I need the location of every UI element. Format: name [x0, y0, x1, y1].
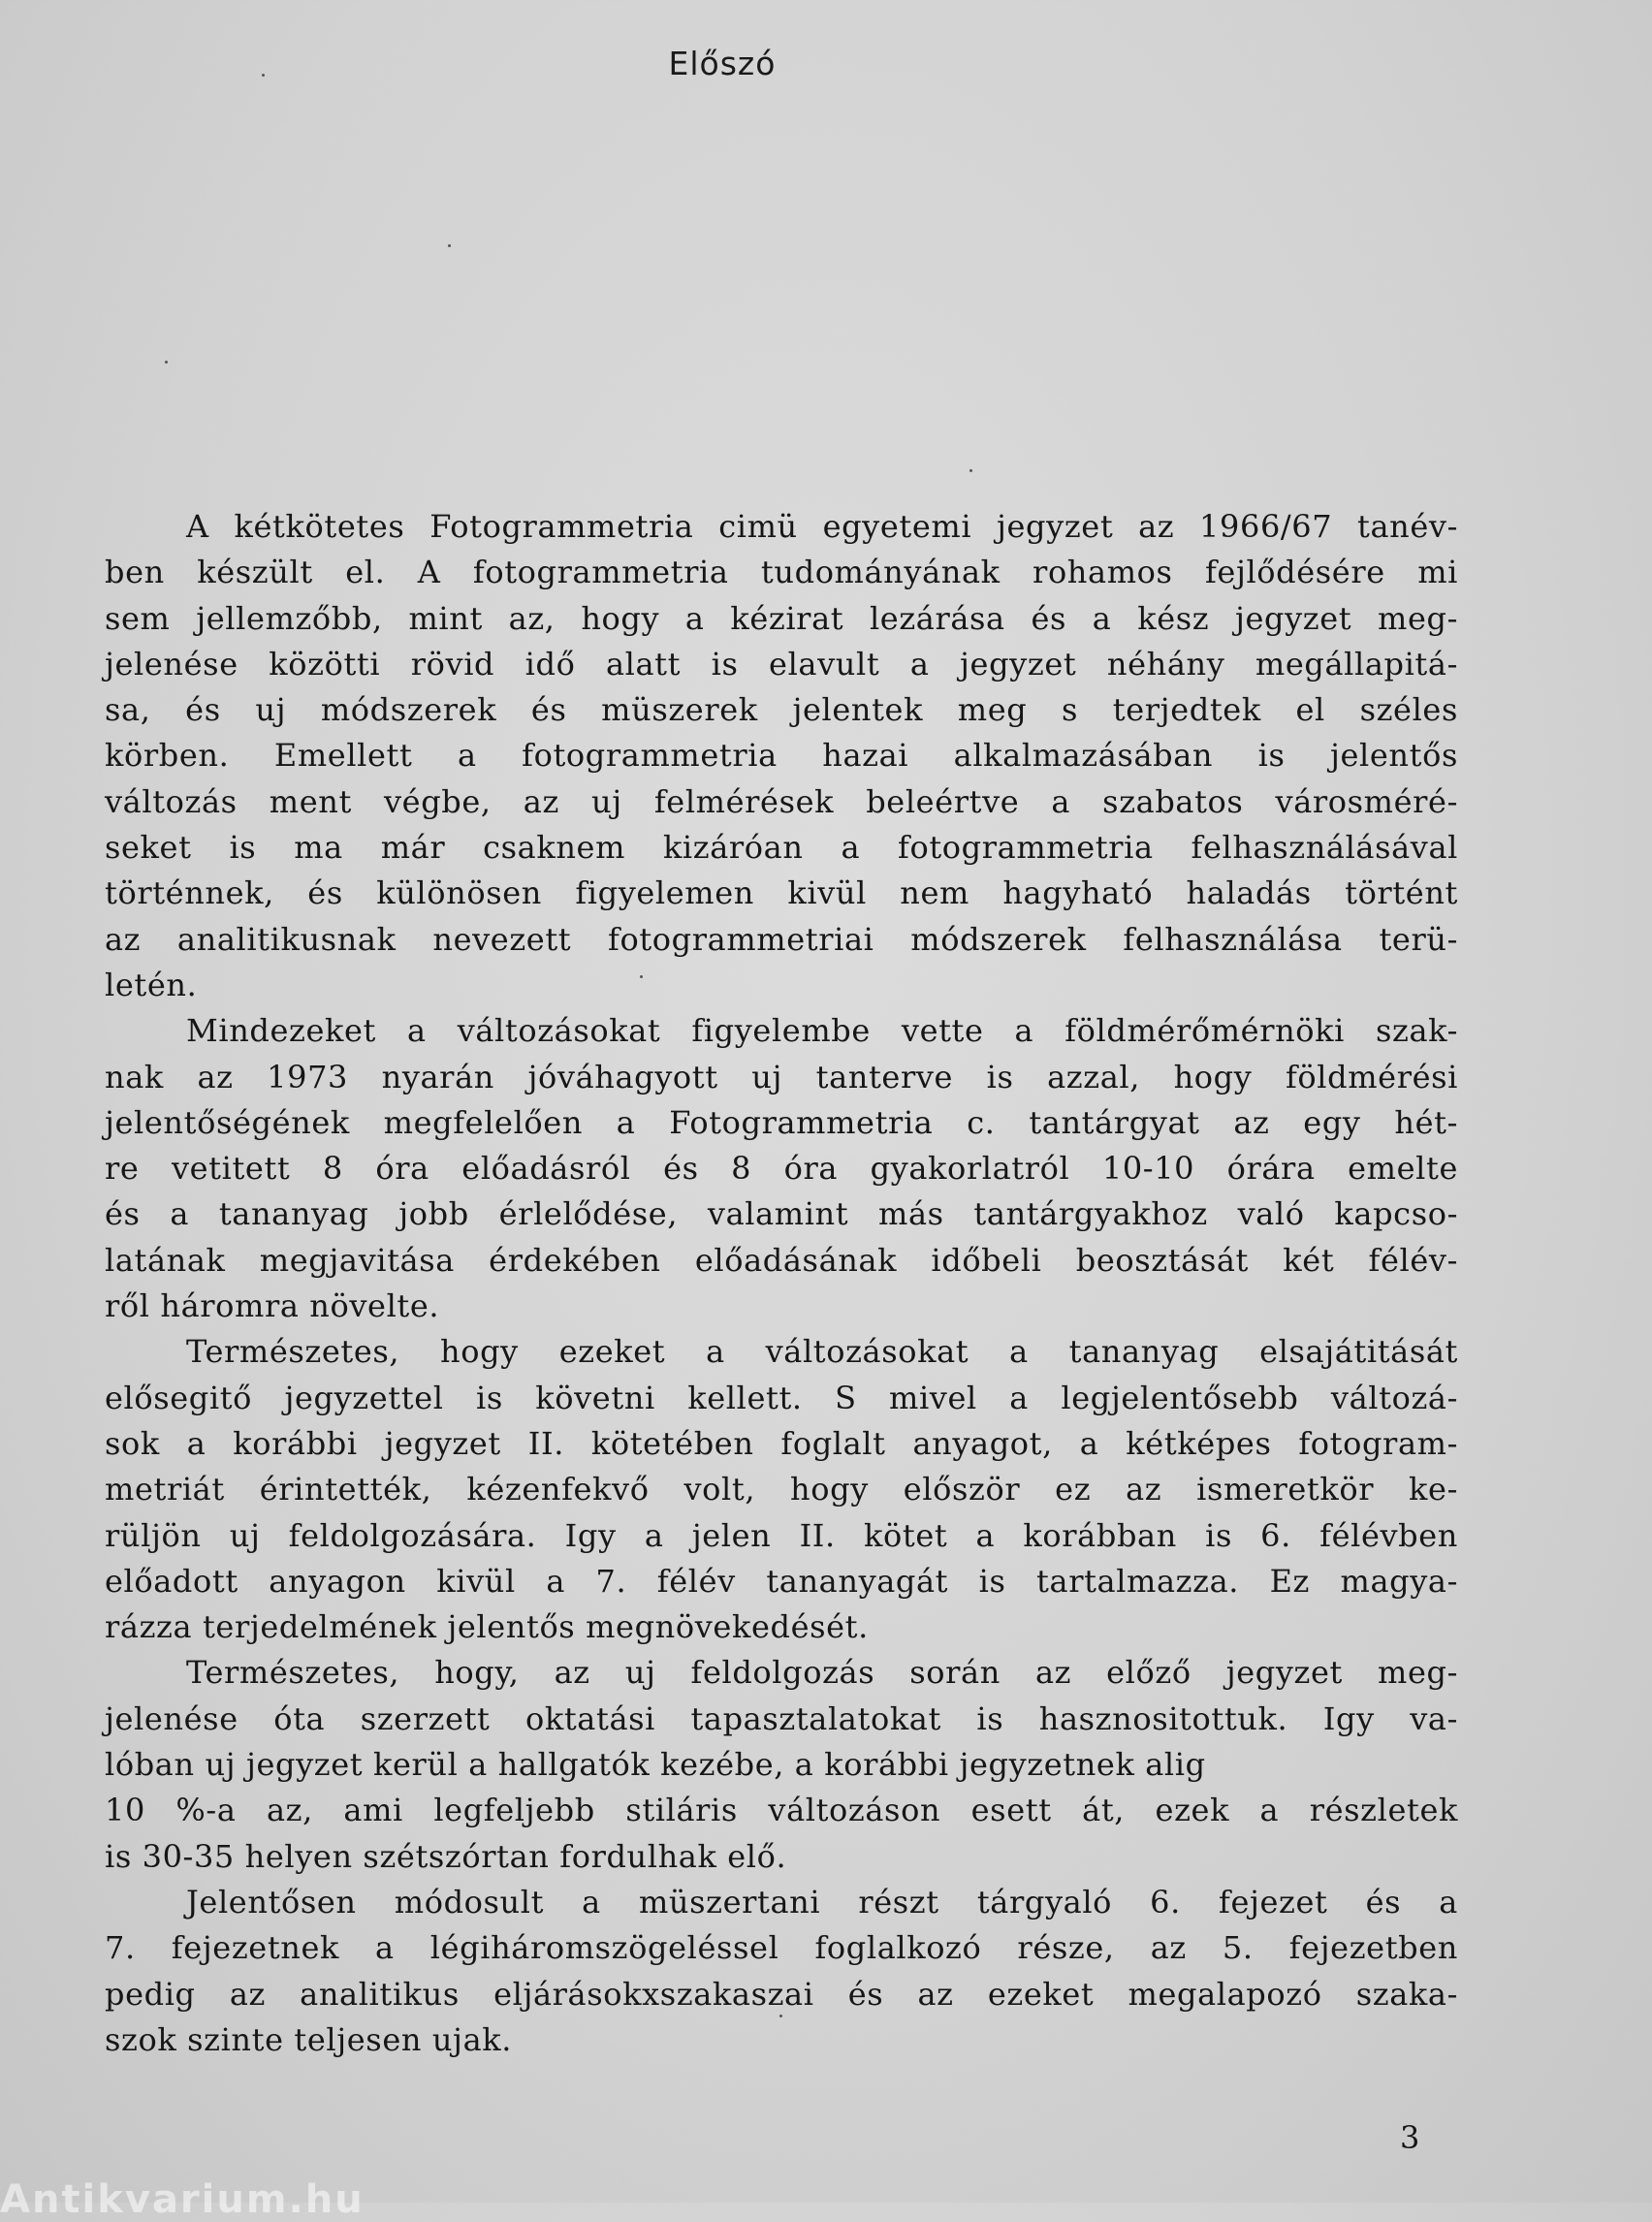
text-line: szok szinte teljesen ujak.	[105, 2020, 513, 2058]
text-line: jelentőségének megfelelően a Fotogrammetria c. tantárgyat az egy hét-	[105, 1103, 1458, 1141]
text-line: jelenése óta szerzett oktatási tapasztalatokat is hasznositottuk. Igy va-	[105, 1699, 1458, 1737]
text-line: történnek, és különösen figyelemen kivül nem hagyható haladás történt	[105, 874, 1458, 912]
watermark: Antikvarium.hu	[0, 2177, 365, 2222]
page-number: 3	[1400, 2119, 1420, 2156]
paper-speck	[640, 975, 643, 978]
text-line: Jelentősen módosult a müszertani részt tárgyaló 6. fejezet és a	[186, 1883, 1458, 1920]
text-line: Természetes, hogy, az uj feldolgozás során az előző jegyzet meg-	[186, 1654, 1458, 1692]
text-line: seket is ma már csaknem kizáróan a fotogrammetria felhasználásával	[105, 829, 1458, 867]
text-line: jelenése közötti rövid idő alatt is elavult a jegyzet néhány megállapitá-	[105, 645, 1458, 682]
paper-speck	[779, 2015, 782, 2017]
text-line: az analitikusnak nevezett fotogrammetriai módszerek felhasználása terü-	[105, 920, 1458, 958]
text-line: 7. fejezetnek a légiháromszögeléssel foglalkozó része, az 5. fejezetben	[105, 1929, 1458, 1967]
text-line: latának megjavitása érdekében előadásának időbeli beosztását két félév-	[105, 1241, 1458, 1279]
text-line: rüljön uj feldolgozására. Igy a jelen II. kötet a korábban is 6. félévben	[105, 1516, 1458, 1554]
page-title: Előszó	[668, 45, 777, 82]
paper-speck	[262, 74, 265, 77]
text-line: elősegitő jegyzettel is követni kellett. S mivel a legjelentősebb változá-	[105, 1379, 1458, 1416]
text-line: sem jellemzőbb, mint az, hogy a kézirat lezárása és a kész jegyzet meg-	[105, 599, 1458, 637]
text-line: A kétkötetes Fotogrammetria cimü egyetemi jegyzet az 1966/67 tanév-	[186, 508, 1458, 545]
text-line: ről háromra növelte.	[105, 1287, 440, 1325]
text-line: 10 %-a az, ami legfeljebb stiláris változáson esett át, ezek a részletek	[105, 1792, 1458, 1829]
text-line: sa, és uj módszerek és müszerek jelentek meg s terjedtek el széles	[105, 691, 1458, 729]
paper-speck	[165, 361, 168, 364]
text-line: körben. Emellett a fotogrammetria hazai alkalmazásában is jelentős	[105, 737, 1458, 775]
text-line: pedig az analitikus eljárásokxszakaszai és az ezeket megalapozó szaka-	[105, 1975, 1458, 2013]
preface-body	[105, 504, 1458, 2063]
text-line: Természetes, hogy ezeket a változásokat a tananyag elsajátitását	[186, 1333, 1458, 1371]
paper-speck	[448, 244, 451, 247]
text-line: is 30-35 helyen szétszórtan fordulhak elő.	[105, 1837, 787, 1875]
text-line: letén.	[105, 966, 198, 1003]
text-line: rázza terjedelmének jelentős megnövekedését.	[105, 1608, 869, 1646]
text-line: és a tananyag jobb érlelődése, valamint más tantárgyakhoz való kapcso-	[105, 1195, 1458, 1233]
text-line: Mindezeket a változásokat figyelembe vette a földmérőmérnöki szak-	[186, 1012, 1458, 1050]
text-line: lóban uj jegyzet kerül a hallgatók kezébe, a korábbi jegyzetnek alig	[105, 1746, 1206, 1784]
text-line: ben készült el. A fotogrammetria tudományának rohamos fejlődésére mi	[105, 554, 1458, 591]
text-line: változás ment végbe, az uj felmérések beleértve a szabatos városméré-	[105, 782, 1458, 820]
text-line: metriát érintették, kézenfekvő volt, hogy először ez az ismeretkör ke-	[105, 1471, 1458, 1508]
text-line: nak az 1973 nyarán jóváhagyott uj tanterve is azzal, hogy földmérési	[105, 1058, 1458, 1095]
paper-speck	[969, 469, 972, 472]
text-line: re vetitett 8 óra előadásról és 8 óra gyakorlatról 10-10 órára emelte	[105, 1150, 1458, 1188]
text-line: előadott anyagon kivül a 7. félév tananyagát is tartalmazza. Ez magya-	[105, 1562, 1458, 1600]
text-line: sok a korábbi jegyzet II. kötetében foglalt anyagot, a kétképes fotogram-	[105, 1424, 1458, 1462]
